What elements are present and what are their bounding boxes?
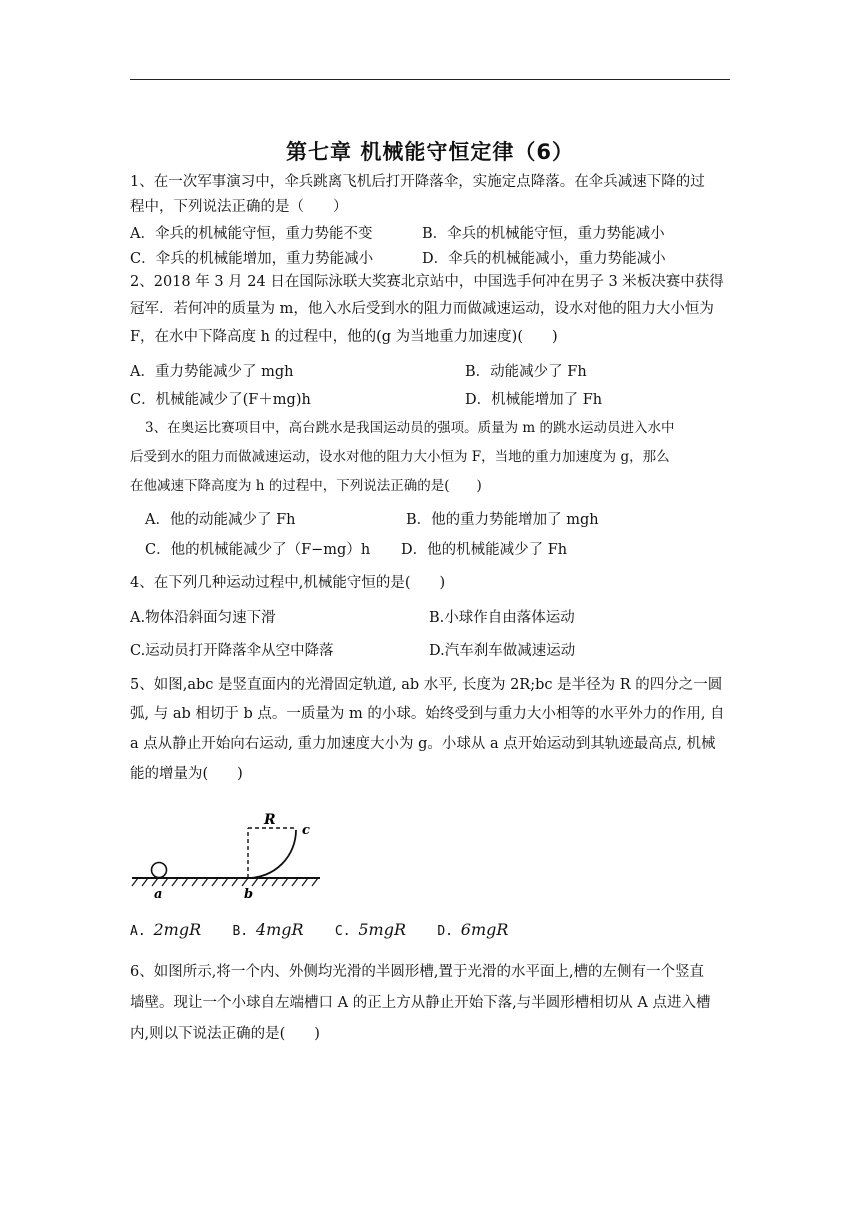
q2-line-3: F，在水中下降高度 h 的过程中，他的(g 为当地重力加速度)( ) [130,329,558,345]
label-R: R [264,812,276,828]
q5-option-a: 2mgR [153,920,202,939]
q4-option-c: C.运动员打开降落伞从空中降落 [130,643,334,659]
q4-option-d: D.汽车刹车做减速运动 [429,643,576,659]
q5-track-figure [130,808,330,898]
q3-line-1: 3、在奥运比赛项目中，高台跳水是我国运动员的强项。质量为 m 的跳水运动员进入水中 [145,420,675,436]
q6-line-1: 6、如图所示,将一个内、外侧均光滑的半圆形槽,置于光滑的水平面上,槽的左侧有一个竖直 [130,964,705,980]
label-a: a [154,887,163,898]
q1-line-1: 1、在一次军事演习中，伞兵跳离飞机后打开降落伞，实施定点降落。在伞兵减速下降的过 [130,174,705,190]
q3-option-c: C．他的机械能减少了（F−mg）h [145,542,371,558]
q1-option-d: D．伞兵的机械能减小，重力势能减小 [422,251,666,267]
q3-option-d: D．他的机械能减少了 Fh [401,542,568,558]
q5-option-a-prefix: A. [130,924,154,939]
q5-option-d: 6mgR [460,920,509,939]
ground-hatching [132,878,318,886]
page-title: 第七章 机械能守恒定律（6） [286,140,574,164]
q3-option-a: A．他的动能减少了 Fh [145,512,296,528]
q5-option-b: 4mgR [255,920,304,939]
q3-line-2: 后受到水的阻力而做减速运动，设水对他的阻力大小恒为 F，当地的重力加速度为 g，那么 [130,449,670,465]
q5-line-3: a 点从静止开始向右运动, 重力加速度大小为 g。小球从 a 点开始运动到其轨迹最高点, 机械 [130,736,716,752]
label-c: c [302,823,310,838]
q1-option-a: A．伞兵的机械能守恒，重力势能不变 [130,226,373,242]
q2-option-c: C．机械能减少了(F＋mg)h [130,392,311,408]
q4-option-b: B.小球作自由落体运动 [429,610,575,626]
q2-option-a: A．重力势能减少了 mgh [130,364,294,380]
q6-line-3: 内,则以下说法正确的是( ) [130,1026,320,1042]
q6-line-2: 墙壁。现让一个小球自左端槽口 A 的正上方从静止开始下落,与半圆形槽相切从 A 点进入槽 [130,995,711,1011]
q1-option-c: C．伞兵的机械能增加，重力势能减小 [130,251,374,267]
q5-option-d-prefix: D. [437,924,461,939]
q5-line-1: 5、如图,abc 是竖直面内的光滑固定轨道, ab 水平, 长度为 2R;bc 是半径为 R 的四分之一圆 [130,677,723,693]
q3-line-3: 在他减速下降高度为 h 的过程中，下列说法正确的是( ) [130,478,482,494]
q4-option-a: A.物体沿斜面匀速下滑 [130,610,276,626]
q2-option-b: B．动能减少了 Fh [465,364,587,380]
q5-option-c: 5mgR [358,920,406,939]
q5-option-c-prefix: C. [334,924,359,939]
q4-line-1: 4、在下列几种运动过程中,机械能守恒的是( ) [130,575,446,591]
label-b: b [244,887,254,898]
quarter-arc-bc [248,830,296,878]
ball [152,863,167,878]
q2-line-2: 冠军．若何冲的质量为 m，他入水后受到水的阻力而做减速运动，设水对他的阻力大小恒为 [130,301,714,317]
q5-option-b-prefix: B. [232,924,256,939]
q1-option-b: B．伞兵的机械能守恒，重力势能减小 [422,226,665,242]
q5-line-2: 弧, 与 ab 相切于 b 点。一质量为 m 的小球。始终受到与重力大小相等的水平外力的作用, 自 [130,706,725,722]
q5-line-4: 能的增量为( ) [130,766,243,782]
q2-option-d: D．机械能增加了 Fh [465,392,603,408]
header-rule [130,79,730,80]
q1-line-2: 程中，下列说法正确的是（ ） [130,199,348,215]
q2-line-1: 2、2018 年 3 月 24 日在国际泳联大奖赛北京站中，中国选手何冲在男子 3 米板决赛中获得 [130,274,724,290]
q5-options [130,920,508,939]
q3-option-b: B．他的重力势能增加了 mgh [406,512,599,528]
